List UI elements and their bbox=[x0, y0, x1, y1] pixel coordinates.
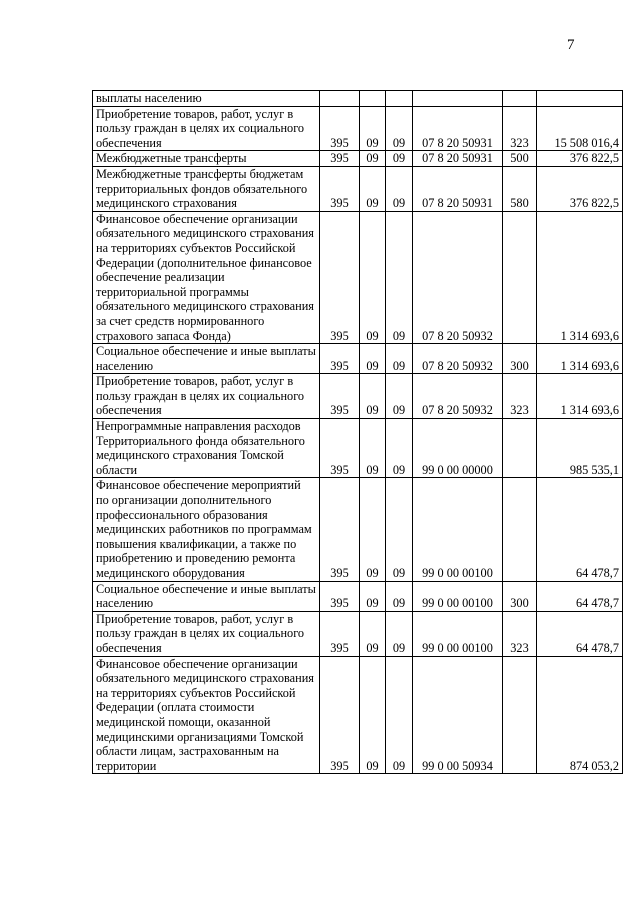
cell-grbs: 395 bbox=[320, 151, 360, 167]
cell-grbs: 395 bbox=[320, 344, 360, 374]
cell-grbs: 395 bbox=[320, 211, 360, 343]
cell-name: Непрограммные направления расходов Территориального фонда обязательного медицинского страхования Томской области bbox=[93, 419, 320, 478]
table-row bbox=[93, 581, 623, 611]
cell-target-article: 99 0 00 50934 bbox=[413, 656, 503, 774]
cell-target-article bbox=[413, 91, 503, 107]
cell-expense-type bbox=[503, 478, 537, 581]
cell-name: выплаты населению bbox=[93, 91, 320, 107]
cell-name: Приобретение товаров, работ, услуг в пользу граждан в целях их социального обеспечения bbox=[93, 106, 320, 151]
cell-section: 09 bbox=[360, 478, 386, 581]
table-row bbox=[93, 344, 623, 374]
cell-name: Финансовое обеспечение мероприятий по организации дополнительного профессионального образования медицинских работников по программам повышения квалификации, а также по приобретению и проведению ремонта медицинского оборудования bbox=[93, 478, 320, 581]
cell-section: 09 bbox=[360, 166, 386, 211]
cell-section: 09 bbox=[360, 211, 386, 343]
cell-amount: 874 053,2 bbox=[537, 656, 623, 774]
table-row bbox=[93, 656, 623, 774]
cell-subsection bbox=[386, 91, 413, 107]
cell-subsection: 09 bbox=[386, 478, 413, 581]
cell-name: Межбюджетные трансферты бюджетам территориальных фондов обязательного медицинского страхования bbox=[93, 166, 320, 211]
cell-amount: 1 314 693,6 bbox=[537, 374, 623, 419]
cell-expense-type: 300 bbox=[503, 344, 537, 374]
table-row bbox=[93, 106, 623, 151]
table-row bbox=[93, 374, 623, 419]
cell-expense-type bbox=[503, 419, 537, 478]
cell-amount: 376 822,5 bbox=[537, 151, 623, 167]
cell-name: Приобретение товаров, работ, услуг в пользу граждан в целях их социального обеспечения bbox=[93, 611, 320, 656]
cell-expense-type: 323 bbox=[503, 611, 537, 656]
cell-expense-type: 580 bbox=[503, 166, 537, 211]
cell-name: Приобретение товаров, работ, услуг в пользу граждан в целях их социального обеспечения bbox=[93, 374, 320, 419]
cell-subsection: 09 bbox=[386, 374, 413, 419]
cell-grbs: 395 bbox=[320, 166, 360, 211]
cell-subsection: 09 bbox=[386, 344, 413, 374]
cell-expense-type: 300 bbox=[503, 581, 537, 611]
page-number: 7 bbox=[567, 37, 575, 53]
table-row bbox=[93, 419, 623, 478]
cell-subsection: 09 bbox=[386, 106, 413, 151]
cell-section: 09 bbox=[360, 151, 386, 167]
cell-amount: 376 822,5 bbox=[537, 166, 623, 211]
cell-section: 09 bbox=[360, 106, 386, 151]
table-row bbox=[93, 478, 623, 581]
cell-amount: 1 314 693,6 bbox=[537, 344, 623, 374]
cell-grbs: 395 bbox=[320, 374, 360, 419]
cell-grbs: 395 bbox=[320, 106, 360, 151]
budget-table bbox=[92, 90, 623, 774]
table-row bbox=[93, 151, 623, 167]
cell-expense-type: 323 bbox=[503, 106, 537, 151]
cell-amount: 64 478,7 bbox=[537, 581, 623, 611]
cell-name: Межбюджетные трансферты bbox=[93, 151, 320, 167]
cell-section bbox=[360, 91, 386, 107]
cell-grbs: 395 bbox=[320, 419, 360, 478]
cell-expense-type bbox=[503, 211, 537, 343]
cell-target-article: 07 8 20 50931 bbox=[413, 166, 503, 211]
cell-subsection: 09 bbox=[386, 656, 413, 774]
cell-amount: 985 535,1 bbox=[537, 419, 623, 478]
table-row bbox=[93, 211, 623, 343]
cell-expense-type: 323 bbox=[503, 374, 537, 419]
cell-amount bbox=[537, 91, 623, 107]
cell-name: Социальное обеспечение и иные выплаты населению bbox=[93, 581, 320, 611]
cell-amount: 64 478,7 bbox=[537, 478, 623, 581]
cell-section: 09 bbox=[360, 611, 386, 656]
cell-expense-type: 500 bbox=[503, 151, 537, 167]
cell-target-article: 07 8 20 50931 bbox=[413, 151, 503, 167]
cell-expense-type bbox=[503, 91, 537, 107]
cell-grbs: 395 bbox=[320, 478, 360, 581]
cell-target-article: 07 8 20 50932 bbox=[413, 374, 503, 419]
table-row bbox=[93, 91, 623, 107]
cell-expense-type bbox=[503, 656, 537, 774]
cell-subsection: 09 bbox=[386, 581, 413, 611]
cell-subsection: 09 bbox=[386, 151, 413, 167]
cell-amount: 15 508 016,4 bbox=[537, 106, 623, 151]
cell-target-article: 07 8 20 50932 bbox=[413, 211, 503, 343]
cell-grbs bbox=[320, 91, 360, 107]
cell-section: 09 bbox=[360, 374, 386, 419]
cell-amount: 1 314 693,6 bbox=[537, 211, 623, 343]
cell-section: 09 bbox=[360, 419, 386, 478]
cell-subsection: 09 bbox=[386, 166, 413, 211]
cell-target-article: 99 0 00 00100 bbox=[413, 611, 503, 656]
table-row bbox=[93, 166, 623, 211]
cell-section: 09 bbox=[360, 656, 386, 774]
cell-name: Финансовое обеспечение организации обязательного медицинского страхования на территориях субъектов Российской Федерации (оплата стоимости медицинской помощи, оказанной медицинскими организациями Томской области лицам, застрахованным на территории bbox=[93, 656, 320, 774]
cell-grbs: 395 bbox=[320, 611, 360, 656]
cell-grbs: 395 bbox=[320, 581, 360, 611]
cell-target-article: 99 0 00 00100 bbox=[413, 478, 503, 581]
cell-target-article: 99 0 00 00100 bbox=[413, 581, 503, 611]
cell-name: Финансовое обеспечение организации обязательного медицинского страхования на территориях субъектов Российской Федерации (дополнительное финансовое обеспечение реализации территориальной программы обязательного медицинского страхования за счет средств нормированного страхового запаса Фонда) bbox=[93, 211, 320, 343]
cell-section: 09 bbox=[360, 344, 386, 374]
cell-section: 09 bbox=[360, 581, 386, 611]
cell-subsection: 09 bbox=[386, 211, 413, 343]
cell-amount: 64 478,7 bbox=[537, 611, 623, 656]
cell-grbs: 395 bbox=[320, 656, 360, 774]
table-row bbox=[93, 611, 623, 656]
cell-target-article: 07 8 20 50932 bbox=[413, 344, 503, 374]
cell-name: Социальное обеспечение и иные выплаты населению bbox=[93, 344, 320, 374]
cell-subsection: 09 bbox=[386, 611, 413, 656]
cell-subsection: 09 bbox=[386, 419, 413, 478]
cell-target-article: 07 8 20 50931 bbox=[413, 106, 503, 151]
cell-target-article: 99 0 00 00000 bbox=[413, 419, 503, 478]
